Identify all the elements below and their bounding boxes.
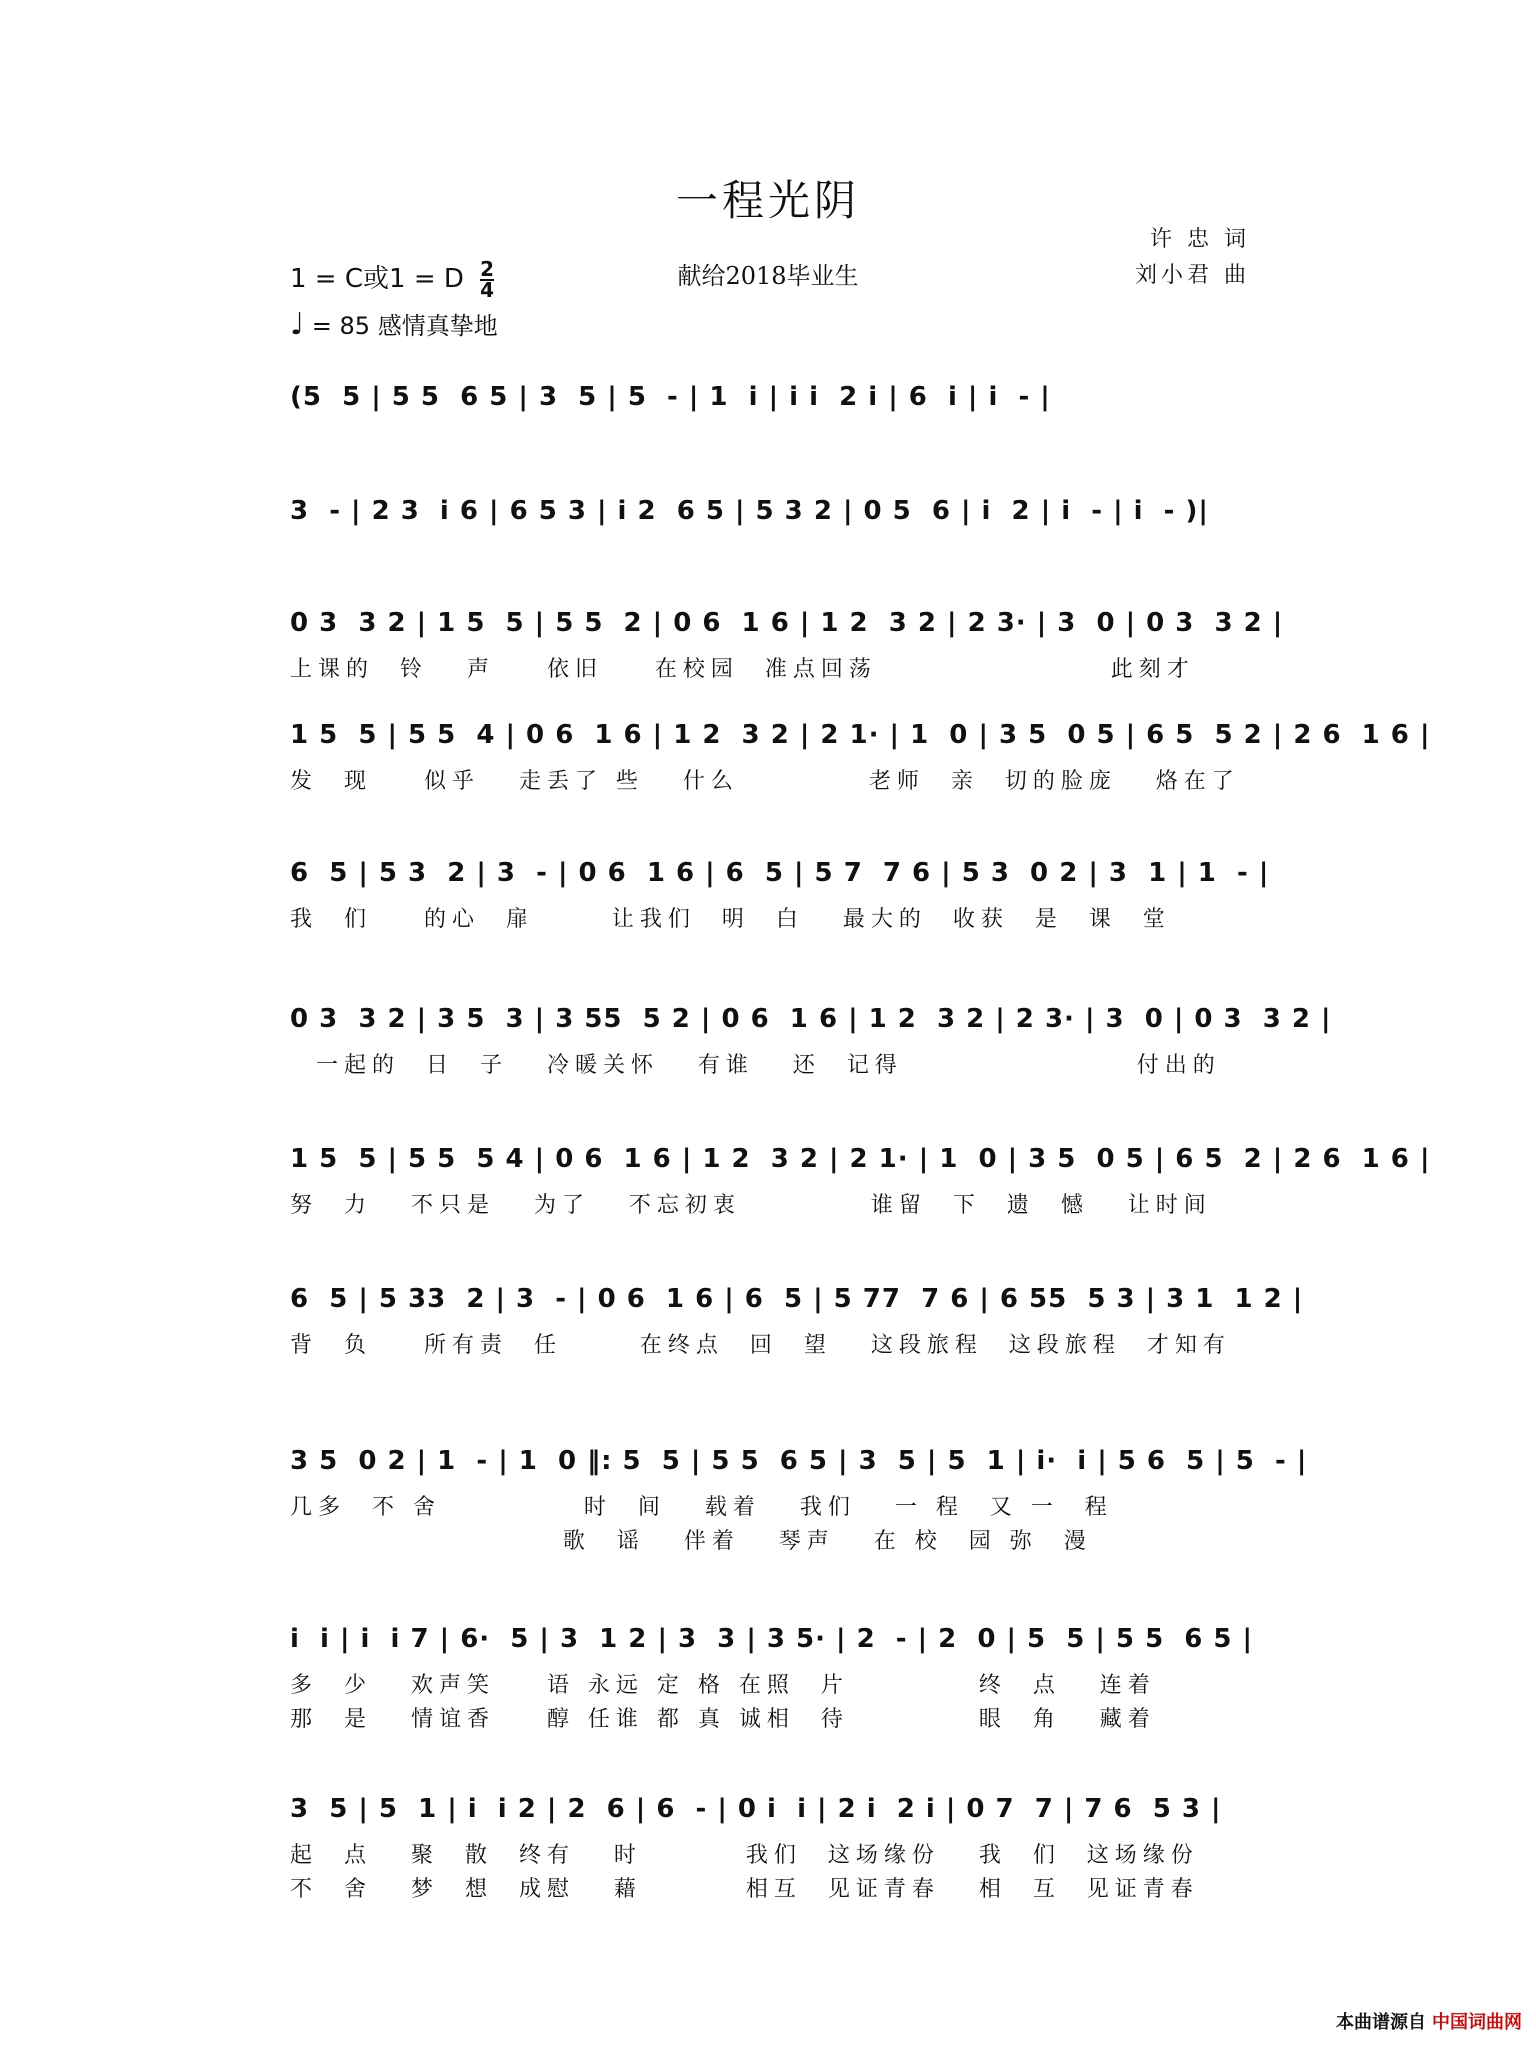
score-system	[286, 1782, 1246, 1906]
score-system	[286, 1272, 1304, 1362]
lyric-line: 背 负 所有责 任 在终点 回 望 这段旅程 这段旅程 才知有	[290, 1333, 1231, 1358]
lyric-line: 我 们 的心 扉 让我们 明 白 最大的 收获 是 课 堂	[290, 907, 1171, 932]
time-bottom: 4	[480, 277, 495, 302]
notation-line	[286, 1612, 1254, 1668]
lyric-line: 几多 不 舍 时 间 载着 我们 一 程 又 一 程	[290, 1495, 1113, 1520]
lyric-line: 不 舍 梦 想 成慰 藉 相互 见证青春 相 互 见证青春	[290, 1877, 1199, 1902]
notation-text: 3 5 0 2 | 1 - | 1 0 ‖: 5 5 | 5 5 6 5 | 3 5 | 5 1 | i· i | 5 6 5 | 5 - |	[290, 1446, 1308, 1476]
score-system	[286, 1434, 1308, 1558]
notation-text: 0 3 3 2 | 3 5 3 | 3 55 5 2 | 0 6 1 6 | 1 2 3 2 | 2 3· | 3 0 | 0 3 3 2 |	[290, 1004, 1332, 1034]
notation-line	[286, 1782, 1246, 1838]
notation-line	[286, 846, 1270, 902]
score-system	[286, 846, 1270, 936]
lyricist: 许 忠 词	[1150, 227, 1250, 252]
lyric-line: 发 现 似乎 走丢了 些 什么 老师 亲 切的脸庞 烙在了	[290, 769, 1240, 794]
key-signature	[290, 258, 494, 300]
score-system	[286, 992, 1332, 1082]
notation-line	[286, 370, 1246, 426]
notation-line	[286, 1434, 1308, 1490]
key-text: 1 = C或1 = D	[290, 264, 464, 294]
notation-text: 3 - | 2 3 i 6 | 6 5 3 | i 2 6 5 | 5 3 2 | 0 5 6 | i 2 | i - | i - )|	[290, 496, 1209, 526]
notation-line	[286, 596, 1284, 652]
notation-text: 1 5 5 | 5 5 4 | 0 6 1 6 | 1 2 3 2 | 2 1· | 1 0 | 3 5 0 5 | 6 5 5 2 | 2 6 1 6 |	[290, 720, 1431, 750]
notation-text: 6 5 | 5 33 2 | 3 - | 0 6 1 6 | 6 5 | 5 77 7 6 | 6 55 5 3 | 3 1 1 2 |	[290, 1284, 1304, 1314]
notation-text: 3 5 | 5 1 | i i 2 | 2 6 | 6 - | 0 i i | 2 i 2 i | 0 7 7 | 7 6 5 3 |	[290, 1794, 1222, 1824]
lyric-line: 歌 谣 伴着 琴声 在 校 园 弥 漫	[290, 1529, 1092, 1554]
notation-text: 0 3 3 2 | 1 5 5 | 5 5 2 | 0 6 1 6 | 1 2 3 2 | 2 3· | 3 0 | 0 3 3 2 |	[290, 608, 1284, 638]
tempo-text: = 85 感情真挚地	[311, 312, 498, 340]
notation-text: i i | i i 7 | 6· 5 | 3 1 2 | 3 3 | 3 5· | 2 - | 2 0 | 5 5 | 5 5 6 5 |	[290, 1624, 1254, 1654]
notation-text: 6 5 | 5 3 2 | 3 - | 0 6 1 6 | 6 5 | 5 7 7 6 | 5 3 0 2 | 3 1 | 1 - |	[290, 858, 1270, 888]
notation-text: (5 5 | 5 5 6 5 | 3 5 | 5 - | 1 i | i i 2 i | 6 i | i - |	[290, 382, 1051, 412]
notation-line	[286, 484, 1246, 540]
credits	[1135, 222, 1250, 294]
time-top: 2	[480, 256, 495, 281]
footer	[1336, 2008, 1522, 2034]
time-signature	[480, 256, 495, 302]
footer-brand: 中国词曲网	[1432, 2012, 1522, 2033]
lyric-line: 努 力 不只是 为了 不忘初衷 谁留 下 遗 憾 让时间	[290, 1193, 1212, 1218]
footer-source: 本曲谱源自	[1336, 2012, 1426, 2033]
notation-text: 1 5 5 | 5 5 5 4 | 0 6 1 6 | 1 2 3 2 | 2 1· | 1 0 | 3 5 0 5 | 6 5 2 | 2 6 1 6 |	[290, 1144, 1431, 1174]
score-system	[286, 708, 1431, 798]
lyric-line: 那 是 情谊香 醇 任谁 都 真 诚相 待 眼 角 藏着	[290, 1707, 1156, 1732]
song-title: 一程光阴	[675, 176, 860, 225]
notation-line	[286, 1132, 1431, 1188]
quarter-note-icon: ♩	[290, 307, 305, 342]
notation-line	[286, 1272, 1304, 1328]
score-system	[286, 370, 1246, 426]
lyric-line: 上课的 铃 声 依旧 在校园 准点回荡 此刻才	[290, 657, 1195, 682]
score-system	[286, 484, 1246, 540]
tempo-marking	[290, 306, 498, 342]
song-subtitle: 献给2018毕业生	[677, 262, 859, 290]
notation-line	[286, 992, 1332, 1048]
score-system	[286, 1612, 1254, 1736]
score-system	[286, 596, 1284, 686]
composer: 刘小君 曲	[1135, 263, 1250, 288]
lyric-line: 多 少 欢声笑 语 永远 定 格 在照 片 终 点 连着	[290, 1673, 1156, 1698]
score-system	[286, 1132, 1431, 1222]
notation-line	[286, 708, 1431, 764]
lyric-line: 一起的 日 子 冷暖关怀 有谁 还 记得 付出的	[290, 1053, 1221, 1078]
lyric-line: 起 点 聚 散 终有 时 我们 这场缘份 我 们 这场缘份	[290, 1843, 1199, 1868]
